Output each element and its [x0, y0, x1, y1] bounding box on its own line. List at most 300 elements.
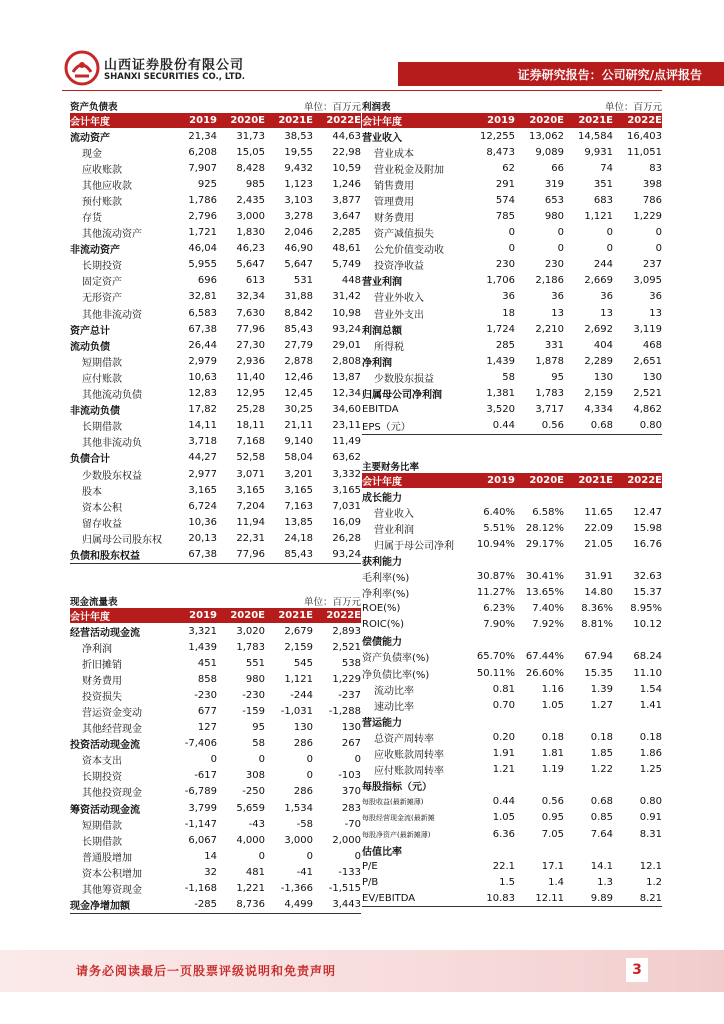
- table-row: [362, 842, 662, 858]
- table-cell: 8.95%: [630, 603, 662, 615]
- table-cell: 36: [649, 291, 662, 303]
- table-cell: 925: [197, 178, 217, 190]
- table-cell: 10,63: [188, 371, 217, 383]
- report-type-banner: [398, 62, 724, 86]
- table-row: [70, 434, 361, 450]
- table-row: [362, 144, 662, 160]
- table-cell: 10,36: [188, 516, 217, 528]
- table-cell: 3,165: [188, 484, 217, 496]
- table-cell: 12,34: [332, 388, 361, 400]
- table-cell: 34,60: [332, 404, 361, 416]
- table-cell: 10,59: [332, 162, 361, 174]
- table-row: [362, 289, 662, 305]
- row-label: 长期借款: [82, 836, 122, 848]
- table-row: [70, 208, 361, 224]
- table-cell: 11,94: [236, 516, 265, 528]
- table-cell: 11.10: [633, 667, 662, 679]
- table-cell: 6.36: [492, 828, 515, 840]
- table-cell: 83: [649, 162, 662, 174]
- table-row: [362, 337, 662, 353]
- table-cell: 30.87%: [476, 571, 515, 583]
- table-cell: 351: [593, 178, 613, 190]
- table-cell: 4,000: [236, 834, 265, 846]
- table-row: [70, 386, 361, 402]
- table-row: [362, 778, 662, 794]
- table-row: [362, 225, 662, 241]
- table-cell: 11,49: [332, 436, 361, 448]
- table-cell: 0: [655, 227, 662, 239]
- header-year: 2022E: [627, 115, 662, 126]
- row-label: 其他筹资现金: [82, 885, 142, 897]
- table-cell: 66: [551, 162, 564, 174]
- table-cell: 27,79: [284, 339, 313, 351]
- header-label: 会计年度: [362, 477, 402, 488]
- table-cell: 1.85: [590, 748, 613, 760]
- row-label: 偿债能力: [362, 637, 402, 649]
- table-cell: 2,186: [535, 275, 564, 287]
- table-cell: 683: [593, 194, 613, 206]
- table-row: [70, 514, 361, 530]
- table-cell: 11,40: [236, 371, 265, 383]
- table-cell: 6.58%: [532, 506, 564, 518]
- table-cell: 14: [204, 850, 217, 862]
- table-cell: 9,140: [284, 436, 313, 448]
- table-cell: 3,718: [188, 436, 217, 448]
- table-cell: 15,05: [236, 146, 265, 158]
- table-cell: 67.94: [584, 651, 613, 663]
- income-statement-table: [362, 98, 662, 435]
- financial-ratios-table: [362, 458, 662, 907]
- table-cell: -70: [344, 818, 361, 830]
- table-cell: 20,13: [188, 532, 217, 544]
- table-cell: 1,534: [284, 802, 313, 814]
- table-cell: 2,936: [236, 355, 265, 367]
- table-cell: 8,842: [284, 307, 313, 319]
- table-cell: -1,515: [328, 883, 361, 895]
- table-cell: 31,73: [236, 130, 265, 142]
- table-cell: 0: [306, 754, 313, 766]
- table-cell: 2,000: [332, 834, 361, 846]
- row-label: 每股指标（元）: [362, 782, 432, 794]
- row-label: 股本: [82, 486, 102, 498]
- table-cell: 130: [593, 371, 613, 383]
- table-cell: 44,27: [188, 452, 217, 464]
- table-cell: 38,53: [284, 130, 313, 142]
- row-label: 净利润: [362, 357, 392, 369]
- table-cell: 31,42: [332, 291, 361, 303]
- table-cell: 1,246: [332, 178, 361, 190]
- table-cell: 0: [306, 850, 313, 862]
- table-cell: 545: [293, 657, 313, 669]
- table-cell: 6,724: [188, 500, 217, 512]
- table-cell: 5,647: [236, 259, 265, 271]
- row-label: EPS（元）: [362, 422, 411, 434]
- table-cell: 3,520: [486, 404, 515, 416]
- table-cell: -1,288: [328, 706, 361, 718]
- row-label: 长期投资: [82, 772, 122, 784]
- table-row: [362, 402, 662, 418]
- table-cell: 785: [495, 211, 515, 223]
- row-label: 折旧摊销: [82, 659, 122, 671]
- table-row: [70, 225, 361, 241]
- table-row: [70, 530, 361, 546]
- table-title-row: [362, 458, 662, 473]
- row-label: EBITDA: [362, 404, 399, 416]
- header-year: 2022E: [326, 610, 361, 621]
- table-row: [70, 784, 361, 800]
- row-label: 成长能力: [362, 492, 402, 504]
- table-cell: 24,18: [284, 532, 313, 544]
- table-row: [70, 482, 361, 498]
- header-year: 2022E: [326, 115, 361, 126]
- table-row: [70, 687, 361, 703]
- table-cell: 0: [508, 227, 515, 239]
- table-row: [362, 321, 662, 337]
- header-year: 2020E: [230, 610, 265, 621]
- table-cell: 2,521: [633, 388, 662, 400]
- table-row: [70, 881, 361, 897]
- row-label: 资本公积: [82, 502, 122, 514]
- table-cell: -1,031: [280, 706, 313, 718]
- row-label: EV/EBITDA: [362, 892, 416, 904]
- table-cell: 77,96: [236, 323, 265, 335]
- table-cell: 3,443: [332, 899, 361, 911]
- table-cell: 4,862: [633, 404, 662, 416]
- table-bottom-rule: [362, 434, 662, 435]
- table-cell: 2,159: [584, 388, 613, 400]
- table-cell: 10.12: [633, 619, 662, 631]
- table-title: 主要财务比率: [362, 461, 420, 473]
- table-cell: 28.12%: [525, 522, 564, 534]
- table-cell: 15.98: [633, 522, 662, 534]
- row-label: 归属母公司股东权: [82, 534, 162, 546]
- table-cell: 653: [544, 194, 564, 206]
- table-cell: -617: [194, 770, 217, 782]
- row-label: 营业收入: [362, 132, 402, 144]
- table-row: [70, 623, 361, 639]
- table-cell: -1,147: [184, 818, 217, 830]
- table-cell: 26.60%: [525, 667, 564, 679]
- unit-label: 单位：百万元: [303, 101, 361, 113]
- table-row: [362, 520, 662, 536]
- row-label: 非流动资产: [70, 245, 120, 257]
- table-cell: 8,736: [236, 899, 265, 911]
- table-cell: 29,01: [332, 339, 361, 351]
- row-label: 其他非流动资: [82, 309, 142, 321]
- row-label: 其他非流动负: [82, 438, 142, 450]
- table-cell: 3,321: [188, 625, 217, 637]
- row-label: 获利能力: [362, 556, 402, 568]
- table-cell: 786: [642, 194, 662, 206]
- row-label: 净利润: [82, 643, 112, 655]
- table-bottom-rule: [70, 563, 361, 564]
- unit-label: 单位：百万元: [303, 596, 361, 608]
- table-row: [362, 241, 662, 257]
- table-row: [362, 649, 662, 665]
- table-cell: 2,977: [188, 468, 217, 480]
- row-label: 流动比率: [374, 685, 414, 697]
- table-cell: 31,88: [284, 291, 313, 303]
- header-year: 2020E: [529, 475, 564, 486]
- table-cell: 22,31: [236, 532, 265, 544]
- table-cell: 14.80: [584, 587, 613, 599]
- table-cell: 13,062: [529, 130, 564, 142]
- table-cell: 95: [551, 371, 564, 383]
- table-cell: 25,28: [236, 404, 265, 416]
- table-cell: 291: [495, 178, 515, 190]
- table-row: [70, 160, 361, 176]
- table-cell: 0: [306, 770, 313, 782]
- table-cell: 12.1: [639, 860, 662, 872]
- table-row: [362, 536, 662, 552]
- table-cell: 26,28: [332, 532, 361, 544]
- row-label: [362, 796, 466, 807]
- table-cell: 62: [502, 162, 515, 174]
- table-cell: 10.94%: [476, 538, 515, 550]
- table-row: [362, 762, 662, 778]
- table-cell: 3,332: [332, 468, 361, 480]
- header-year: 2021E: [578, 475, 613, 486]
- table-cell: 3,119: [633, 323, 662, 335]
- table-cell: 3,278: [284, 211, 313, 223]
- header-year: 2021E: [578, 115, 613, 126]
- table-cell: 32,34: [236, 291, 265, 303]
- table-cell: 3,000: [284, 834, 313, 846]
- table-cell: 46,90: [284, 243, 313, 255]
- row-label: 营业收入: [374, 508, 414, 520]
- table-cell: 1,439: [486, 355, 515, 367]
- row-label: 现金净增加额: [70, 901, 130, 913]
- table-cell: 12,95: [236, 388, 265, 400]
- row-label: 净利率(%): [362, 589, 410, 601]
- table-row: [362, 353, 662, 369]
- table-cell: 286: [293, 738, 313, 750]
- table-cell: 7.05: [541, 828, 564, 840]
- page-header: [0, 0, 724, 92]
- row-label: 所得税: [374, 341, 404, 353]
- table-cell: 9.89: [590, 892, 613, 904]
- table-cell: 2,893: [332, 625, 361, 637]
- table-cell: 2,651: [633, 355, 662, 367]
- table-row: [70, 848, 361, 864]
- table-row: [362, 386, 662, 402]
- row-label: 负债和股东权益: [70, 550, 140, 562]
- table-cell: 13: [551, 307, 564, 319]
- row-label: 营业外支出: [374, 309, 424, 321]
- table-cell: 404: [593, 339, 613, 351]
- table-title: 资产负债表: [70, 101, 118, 113]
- table-cell: 1,439: [188, 641, 217, 653]
- table-cell: 0.44: [492, 796, 515, 808]
- table-cell: 3,000: [236, 211, 265, 223]
- table-cell: -159: [242, 706, 265, 718]
- company-name-en: SHANXI SECURITIES CO., LTD.: [104, 72, 246, 82]
- table-row: [362, 826, 662, 842]
- table-bottom-rule: [70, 913, 361, 914]
- header-label: 会计年度: [362, 117, 402, 128]
- table-cell: 1,121: [284, 673, 313, 685]
- table-row: [70, 655, 361, 671]
- table-cell: 50.11%: [476, 667, 515, 679]
- table-cell: 1.22: [590, 764, 613, 776]
- table-cell: 2,692: [584, 323, 613, 335]
- table-row: [362, 418, 662, 434]
- table-cell: -41: [296, 866, 313, 878]
- table-cell: -6,789: [184, 786, 217, 798]
- table-cell: 11,051: [627, 146, 662, 158]
- table-row: [362, 192, 662, 208]
- table-cell: 3,103: [284, 194, 313, 206]
- table-cell: 12.47: [633, 506, 662, 518]
- table-cell: 93,24: [332, 548, 361, 560]
- table-cell: 68.24: [633, 651, 662, 663]
- table-cell: 2,679: [284, 625, 313, 637]
- row-label: 财务费用: [374, 213, 414, 225]
- table-cell: 0: [210, 754, 217, 766]
- row-label: 资产减值损失: [374, 229, 434, 241]
- table-cell: -285: [194, 899, 217, 911]
- row-label: 营运能力: [362, 717, 402, 729]
- table-cell: 16,09: [332, 516, 361, 528]
- table-cell: 8.36%: [581, 603, 613, 615]
- table-header: [362, 473, 662, 488]
- table-cell: 4,499: [284, 899, 313, 911]
- table-cell: 286: [293, 786, 313, 798]
- row-label: 其他投资现金: [82, 788, 142, 800]
- row-label: 短期借款: [82, 357, 122, 369]
- table-cell: 3,095: [633, 275, 662, 287]
- table-cell: 285: [495, 339, 515, 351]
- row-label: 公允价值变动收: [374, 245, 444, 257]
- table-body: [362, 488, 662, 906]
- table-cell: 18: [502, 307, 515, 319]
- table-cell: 7.90%: [483, 619, 515, 631]
- table-cell: 980: [245, 673, 265, 685]
- table-cell: 1,123: [284, 178, 313, 190]
- table-cell: 0.18: [639, 731, 662, 743]
- table-cell: 980: [544, 211, 564, 223]
- table-row: [362, 810, 662, 826]
- table-row: [70, 546, 361, 562]
- table-cell: 1.27: [590, 699, 613, 711]
- table-cell: 0: [508, 243, 515, 255]
- page-number: 3: [626, 958, 648, 982]
- table-cell: 58,04: [284, 452, 313, 464]
- table-cell: 85,43: [284, 323, 313, 335]
- table-body: [70, 623, 361, 913]
- table-cell: 36: [600, 291, 613, 303]
- table-cell: -1,168: [184, 883, 217, 895]
- table-cell: 9,432: [284, 162, 313, 174]
- row-label: 资产总计: [70, 325, 110, 337]
- table-cell: 7,630: [236, 307, 265, 319]
- table-cell: 0: [354, 850, 361, 862]
- table-row: [362, 552, 662, 568]
- row-label: ROE(%): [362, 603, 401, 615]
- table-row: [362, 729, 662, 745]
- table-cell: 0.20: [492, 731, 515, 743]
- table-cell: 15.37: [633, 587, 662, 599]
- table-cell: -230: [242, 689, 265, 701]
- table-cell: 7,031: [332, 500, 361, 512]
- table-cell: 10.83: [486, 892, 515, 904]
- table-cell: 2,979: [188, 355, 217, 367]
- table-cell: 46,23: [236, 243, 265, 255]
- table-cell: 1,229: [633, 211, 662, 223]
- table-cell: 15.35: [584, 667, 613, 679]
- header-year: 2019: [487, 115, 515, 126]
- table-cell: 130: [341, 722, 361, 734]
- table-cell: 12,45: [284, 388, 313, 400]
- table-cell: 1.41: [639, 699, 662, 711]
- table-row: [70, 305, 361, 321]
- row-label: 应收账款周转率: [374, 750, 444, 762]
- table-cell: 2,796: [188, 211, 217, 223]
- table-row: [362, 665, 662, 681]
- table-cell: 331: [544, 339, 564, 351]
- table-cell: 1.54: [639, 683, 662, 695]
- table-cell: 0: [557, 243, 564, 255]
- table-cell: 16,403: [627, 130, 662, 142]
- unit-label: 单位：百万元: [604, 101, 662, 113]
- row-label: 净负债比率(%): [362, 669, 430, 681]
- table-cell: 574: [495, 194, 515, 206]
- row-label: 营业利润: [374, 524, 414, 536]
- table-cell: 1.25: [639, 764, 662, 776]
- table-title-row: [70, 98, 361, 113]
- row-label: 资产负债率(%): [362, 653, 430, 665]
- page-footer: [0, 950, 724, 1024]
- row-label: 固定资产: [82, 277, 122, 289]
- row-label: 非流动负债: [70, 406, 120, 418]
- table-cell: 6.23%: [483, 603, 515, 615]
- header-divider: [62, 90, 662, 91]
- header-year: 2021E: [278, 610, 313, 621]
- table-cell: 127: [197, 722, 217, 734]
- table-cell: 244: [593, 259, 613, 271]
- header-year: 2020E: [529, 115, 564, 126]
- table-cell: 0: [557, 227, 564, 239]
- table-row: [362, 369, 662, 385]
- table-cell: 370: [341, 786, 361, 798]
- table-cell: 13,87: [332, 371, 361, 383]
- row-label: 流动资产: [70, 132, 110, 144]
- table-row: [362, 585, 662, 601]
- table-cell: 0.80: [639, 420, 662, 432]
- table-row: [362, 128, 662, 144]
- table-cell: 2,285: [332, 227, 361, 239]
- table-cell: 5.51%: [483, 522, 515, 534]
- row-label: 营业税金及附加: [374, 164, 444, 176]
- table-cell: 1.91: [492, 748, 515, 760]
- table-cell: 1.16: [541, 683, 564, 695]
- table-cell: 21,34: [188, 130, 217, 142]
- table-cell: 308: [245, 770, 265, 782]
- row-label: 投资活动现金流: [70, 740, 140, 752]
- table-cell: 48,61: [332, 243, 361, 255]
- table-row: [70, 832, 361, 848]
- table-cell: 13: [600, 307, 613, 319]
- table-cell: 22.1: [492, 860, 515, 872]
- table-cell: 27,30: [236, 339, 265, 351]
- table-cell: 1.05: [541, 699, 564, 711]
- table-cell: 95: [252, 722, 265, 734]
- table-cell: 531: [293, 275, 313, 287]
- table-cell: 8.81%: [581, 619, 613, 631]
- table-cell: 22,98: [332, 146, 361, 158]
- table-row: [70, 768, 361, 784]
- table-cell: 29.17%: [525, 538, 564, 550]
